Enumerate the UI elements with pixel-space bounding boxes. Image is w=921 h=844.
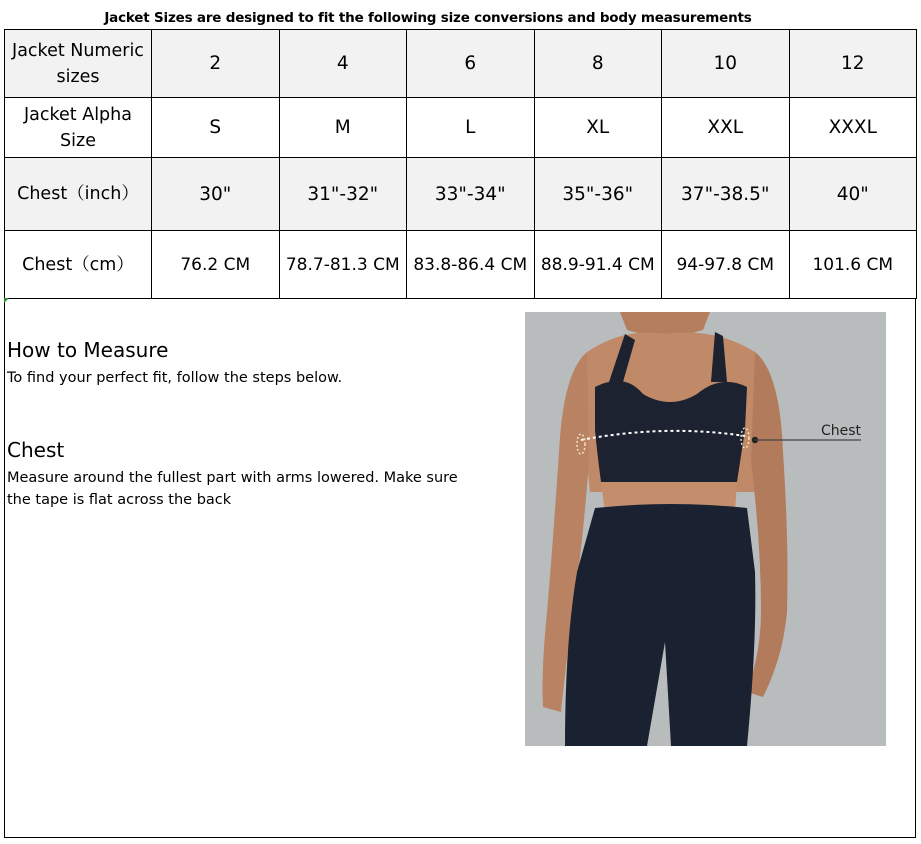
how-to-measure-heading: How to Measure — [7, 338, 169, 362]
size-conversion-table — [4, 29, 917, 299]
table-row-chest-cm — [5, 231, 917, 299]
chest-measurement-photo — [525, 312, 886, 746]
size-cell: 31"-32" — [279, 158, 407, 231]
size-cell: 2 — [152, 30, 280, 98]
row-label-chest-cm: Chest（cm） — [5, 231, 152, 299]
size-cell: S — [152, 98, 280, 158]
size-cell: 40" — [789, 158, 917, 231]
size-cell: 94-97.8 CM — [662, 231, 790, 299]
size-cell: L — [407, 98, 535, 158]
table-caption: Jacket Sizes are designed to fit the following size conversions and body measurements — [104, 10, 752, 26]
size-cell: 10 — [662, 30, 790, 98]
chest-heading: Chest — [7, 438, 65, 462]
row-label-alpha: Jacket Alpha Size — [5, 98, 152, 158]
size-cell: 12 — [789, 30, 917, 98]
size-cell: 83.8-86.4 CM — [407, 231, 535, 299]
how-to-measure-intro: To find your perfect fit, follow the steps below. — [7, 370, 343, 386]
size-cell: 8 — [534, 30, 662, 98]
table-row-chest-inch — [5, 158, 917, 231]
cell-corner-marker — [4, 298, 9, 303]
size-cell: XXXL — [789, 98, 917, 158]
size-cell: 6 — [407, 30, 535, 98]
row-label-numeric: Jacket Numeric sizes — [5, 30, 152, 98]
size-cell: 101.6 CM — [789, 231, 917, 299]
size-cell: 35"-36" — [534, 158, 662, 231]
size-cell: 33"-34" — [407, 158, 535, 231]
size-cell: XL — [534, 98, 662, 158]
size-cell: 4 — [279, 30, 407, 98]
size-cell: 76.2 CM — [152, 231, 280, 299]
row-label-chest-inch: Chest（inch） — [5, 158, 152, 231]
size-cell: 30" — [152, 158, 280, 231]
size-cell: 88.9-91.4 CM — [534, 231, 662, 299]
size-cell: 78.7-81.3 CM — [279, 231, 407, 299]
size-cell: XXL — [662, 98, 790, 158]
chest-instructions: Measure around the fullest part with arms lowered. Make sure the tape is flat across the back — [7, 470, 458, 508]
model-illustration — [525, 312, 886, 746]
table-row-alpha-sizes — [5, 98, 917, 158]
size-cell: 37"-38.5" — [662, 158, 790, 231]
size-cell: M — [279, 98, 407, 158]
chest-callout-label: Chest — [821, 423, 862, 439]
table-row-numeric-sizes — [5, 30, 917, 98]
